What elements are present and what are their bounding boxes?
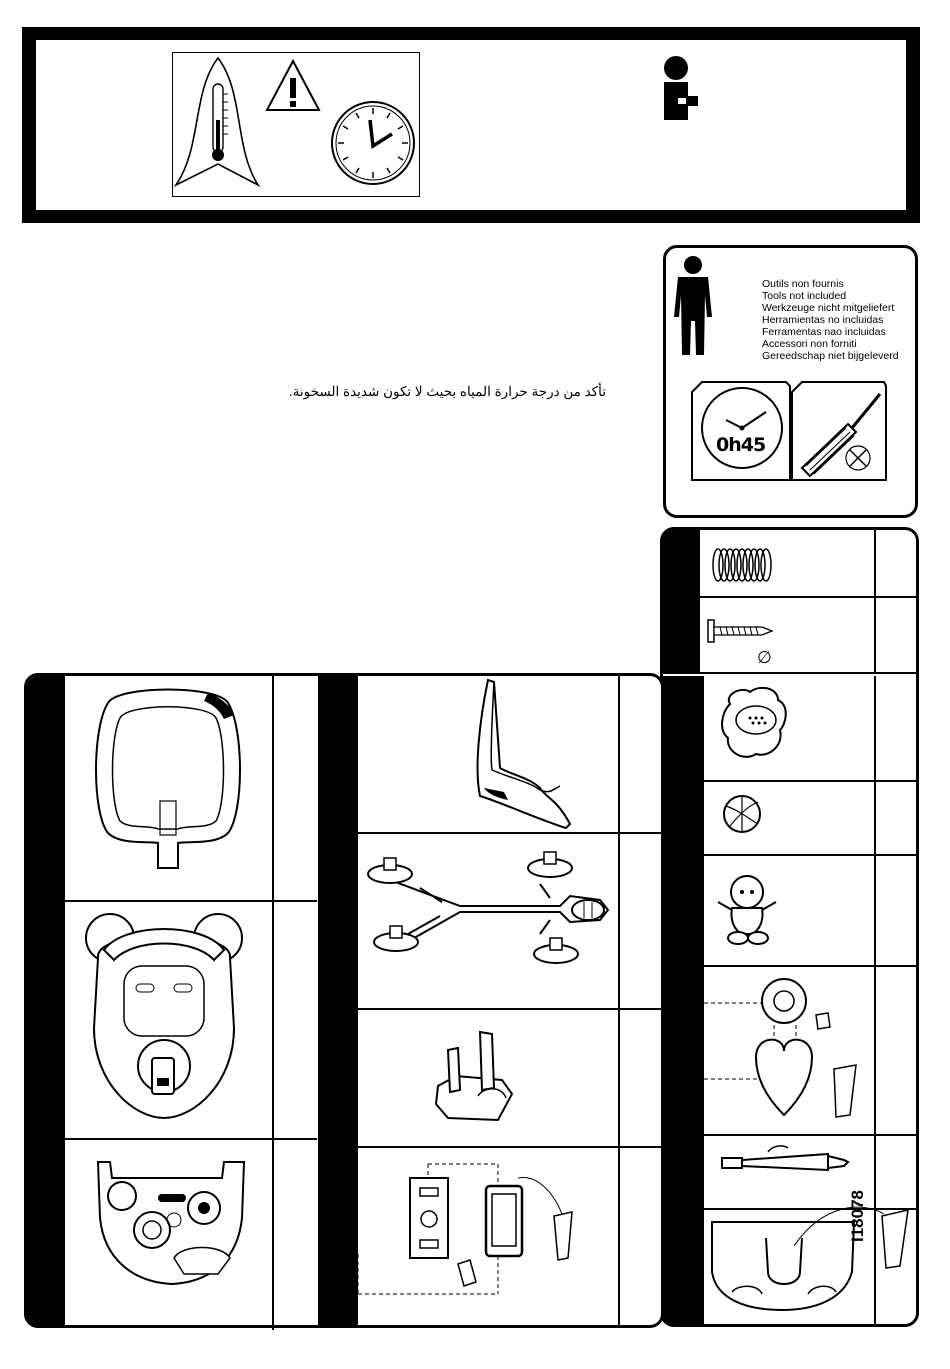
row-divider <box>662 854 918 856</box>
assembly-panels <box>688 380 888 484</box>
tools-line-en: Tools not included <box>762 290 847 302</box>
tools-line-de: Werkzeuge nicht mitgeliefert <box>762 302 895 314</box>
qty-divider <box>874 529 876 673</box>
water-temperature-note: تأكد من درجة حرارة المياه بحيث لا تكون شديدة السخونة. <box>288 384 606 399</box>
clock-icon <box>330 100 416 186</box>
tools-line-fr: Outils non fournis <box>762 278 844 290</box>
row-divider <box>27 900 317 902</box>
seat-frame-part <box>88 683 248 873</box>
assembly-time: 0h45 <box>716 434 766 456</box>
diameter-symbol: ∅ <box>757 648 772 668</box>
child-icon <box>656 54 706 124</box>
spring-part <box>708 545 776 585</box>
adult-icon <box>670 255 730 359</box>
teddy-toy-part <box>712 870 782 950</box>
tools-line-pt: Ferramentas nao incluidas <box>762 326 886 338</box>
tools-line-nl: Gereedschap niet bijgeleverd <box>762 350 899 362</box>
screw-part <box>706 618 776 644</box>
tools-line-es: Herramientas no incluidas <box>762 314 884 326</box>
row-divider <box>320 1146 662 1148</box>
base-tray-assembly <box>704 1212 916 1316</box>
row-divider <box>662 672 918 674</box>
stopper-part <box>432 1028 518 1128</box>
warning-frame-inner <box>36 40 906 210</box>
row-divider <box>320 832 662 834</box>
base-frame-part <box>360 846 620 970</box>
row-divider <box>662 1134 918 1136</box>
product-code: I18078 <box>848 1190 867 1242</box>
row-divider <box>662 780 918 782</box>
tools-notice-text <box>762 278 899 362</box>
part-tab <box>662 676 702 1326</box>
part-tab <box>27 676 63 1326</box>
row-divider <box>662 1208 918 1210</box>
connecting-rod-part <box>718 1142 858 1182</box>
flower-toy-part <box>720 684 792 764</box>
ball-toy-part <box>718 790 770 838</box>
row-divider <box>662 596 918 598</box>
tools-line-it: Accessori non forniti <box>762 338 857 350</box>
row-divider <box>320 1008 662 1010</box>
seat-cover-part <box>470 678 580 830</box>
part-tab <box>662 530 700 672</box>
row-divider <box>27 1138 317 1140</box>
row-divider <box>662 965 918 967</box>
toy-panel-part <box>92 1158 252 1290</box>
part-tab <box>318 676 356 1326</box>
warning-triangle-icon <box>265 58 321 114</box>
battery-compartment-part <box>358 1164 588 1314</box>
walker-tray-part <box>84 908 244 1128</box>
flower-and-heart-assembly <box>704 975 864 1125</box>
